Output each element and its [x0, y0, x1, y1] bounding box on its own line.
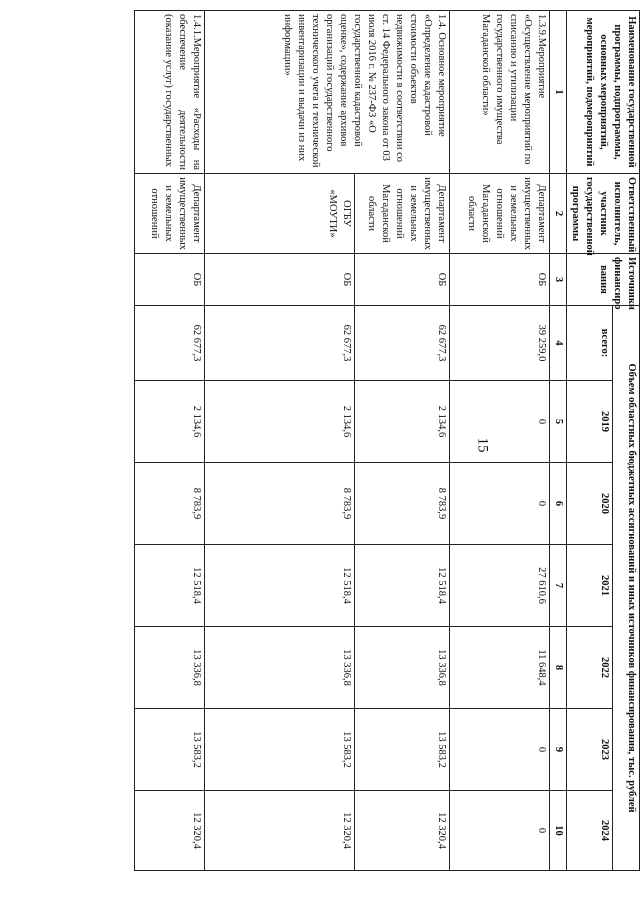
col-number: 7 [550, 545, 567, 627]
col-number: 8 [550, 627, 567, 709]
row-value: 12 518,4 [135, 545, 205, 627]
row-value: 0 [450, 381, 550, 463]
page-number: 15 [474, 437, 491, 453]
row-executor: Департамент имущественных и земельных отношений Магаданской области [450, 174, 550, 254]
row-value: 8 783,9 [355, 463, 450, 545]
row-value-total: 62 677,3 [355, 306, 450, 381]
row-value: 13 336,8 [135, 627, 205, 709]
financing-table [134, 10, 640, 871]
row-source: ОБ [135, 254, 205, 306]
header-year: 2023 [567, 709, 613, 791]
col-number: 10 [550, 791, 567, 871]
row-value: 13 336,8 [205, 627, 355, 709]
col-number: 9 [550, 709, 567, 791]
col-number: 3 [550, 254, 567, 306]
row-value: 12 320,4 [205, 791, 355, 871]
header-year: 2020 [567, 463, 613, 545]
row-source: ОБ [205, 254, 355, 306]
row-value: 11 648,4 [450, 627, 550, 709]
row-value: 12 320,4 [135, 791, 205, 871]
header-volume: Объем областных бюджетных ассигнований и иных источников финансирования, тыс. рублей [613, 306, 640, 871]
col-number: 4 [550, 306, 567, 381]
row-name: 1.3.9.Мероприятие «Осуществление мероприятий по списанию и утилизации государственного имущества Магаданской области» [450, 11, 550, 174]
table-row [450, 11, 550, 871]
row-value: 13 583,2 [355, 709, 450, 791]
row-value: 2 134,6 [355, 381, 450, 463]
row-name: 1.4.1.Мероприятие «Расходы на обеспечение деятельности (оказание услуг) государственных [135, 11, 205, 174]
column-number-row [550, 11, 567, 871]
header-row-top [613, 11, 640, 871]
header-executor: Ответственный исполнитель, участник государственной программы [567, 174, 640, 254]
col-number: 6 [550, 463, 567, 545]
header-source: Источники финансиро вания [567, 254, 640, 306]
row-executor: Департамент имущественных и земельных отношений Магаданской области [355, 174, 450, 254]
row-value: 8 783,9 [205, 463, 355, 545]
header-name: Наименование государственной программы, подпрограммы, основных мероприятий, мероприятий, подмероприятий [567, 11, 640, 174]
rotated-table-container [70, 10, 640, 870]
header-year: 2022 [567, 627, 613, 709]
row-value: 12 518,4 [205, 545, 355, 627]
row-executor: Департамент имущественных и земельных отношений [135, 174, 205, 254]
row-value: 0 [450, 791, 550, 871]
row-value: 8 783,9 [135, 463, 205, 545]
header-year: 2024 [567, 791, 613, 871]
row-name: 1.4. Основное мероприятие «Определение кадастровой стоимости объектов недвижимости в соответствии со ст. 14 Федерального закона от 03 июля 2016 г. № 237-ФЗ «О государственной кадастровой оценке», содержание архивов организаций государственного технического учета и технической инвентаризации и выдачи из них информации» [205, 11, 450, 174]
row-value: 13 583,2 [135, 709, 205, 791]
col-number: 1 [550, 11, 567, 174]
header-total: всего: [567, 306, 613, 381]
row-value: 12 320,4 [355, 791, 450, 871]
col-number: 2 [550, 174, 567, 254]
row-source: ОБ [355, 254, 450, 306]
row-executor: ОГБУ «МОУТИ» [205, 174, 355, 254]
table-row [355, 11, 450, 871]
row-value-total: 62 677,3 [205, 306, 355, 381]
row-value-total: 62 677,3 [135, 306, 205, 381]
row-value: 13 583,2 [205, 709, 355, 791]
row-value: 0 [450, 463, 550, 545]
row-source: ОБ [450, 254, 550, 306]
row-value: 2 134,6 [205, 381, 355, 463]
row-value-total: 39 259,0 [450, 306, 550, 381]
row-value: 12 518,4 [355, 545, 450, 627]
row-value: 2 134,6 [135, 381, 205, 463]
col-number: 5 [550, 381, 567, 463]
header-year: 2021 [567, 545, 613, 627]
row-value: 27 610,6 [450, 545, 550, 627]
header-year: 2019 [567, 381, 613, 463]
row-value: 13 336,8 [355, 627, 450, 709]
row-value: 0 [450, 709, 550, 791]
table-row [135, 11, 205, 871]
